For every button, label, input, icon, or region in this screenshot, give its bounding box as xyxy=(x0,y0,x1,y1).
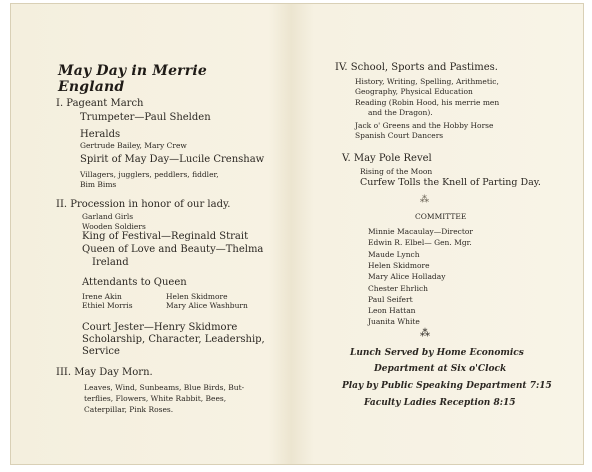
queen-line-2: Ireland xyxy=(92,257,129,268)
service-line: Service xyxy=(82,346,120,357)
section-2-heading: II. Procession in honor of our lady. xyxy=(56,199,231,210)
section-5-heading: V. May Pole Revel xyxy=(342,153,432,164)
section-1-heading: I. Pageant March xyxy=(56,98,144,109)
program-title: May Day in Merrie England xyxy=(58,63,207,95)
committee-member: Minnie Macaulay—Director xyxy=(368,227,473,236)
play-line: Play by Public Speaking Department 7:15 xyxy=(342,381,552,391)
attendant-2a: Ethiel Morris xyxy=(82,301,133,310)
heralds-names: Gertrude Bailey, Mary Crew xyxy=(80,141,187,150)
soldiers-line: Wooden Soldiers xyxy=(82,222,146,231)
villagers-line-1: Villagers, jugglers, peddlers, fiddler, xyxy=(80,170,219,179)
lunch-line-2: Department at Six o'Clock xyxy=(374,364,507,374)
right-page xyxy=(310,3,584,465)
spirit-line: Spirit of May Day—Lucile Crenshaw xyxy=(80,154,265,165)
s4-line-1: History, Writing, Spelling, Arithmetic, xyxy=(355,77,499,86)
committee-member: Edwin R. Elbel— Gen. Mgr. xyxy=(368,238,472,247)
attendant-1a: Irene Akin xyxy=(82,292,122,301)
heralds-line: Heralds xyxy=(80,129,121,140)
king-line: King of Festival—Reginald Strait xyxy=(82,231,249,242)
committee-heading: COMMITTEE xyxy=(415,212,467,221)
attendant-1b: Helen Skidmore xyxy=(166,292,228,301)
committee-member: Leon Hattan xyxy=(368,306,416,315)
committee-member: Paul Seifert xyxy=(368,295,413,304)
s4-line-3: Reading (Robin Hood, his merrie men xyxy=(355,98,500,107)
morn-line-3: Caterpillar, Pink Roses. xyxy=(84,405,174,414)
section-4-heading: IV. School, Sports and Pastimes. xyxy=(335,62,498,73)
scholarship-line: Scholarship, Character, Leadership, xyxy=(82,334,265,345)
s4-line-2: Geography, Physical Education xyxy=(355,87,473,96)
ornament-2: ⁂ xyxy=(420,328,430,339)
s4-line-4: and the Dragon). xyxy=(368,108,433,117)
s4-line-6: Spanish Court Dancers xyxy=(355,131,444,140)
lunch-line-1: Lunch Served by Home Economics xyxy=(350,348,524,358)
attendants-heading: Attendants to Queen xyxy=(82,277,187,288)
faculty-line: Faculty Ladies Reception 8:15 xyxy=(364,398,516,408)
villagers-line-2: Bim Bims xyxy=(80,180,117,189)
committee-member: Mary Alice Holladay xyxy=(368,272,446,281)
queen-line-1: Queen of Love and Beauty—Thelma xyxy=(82,244,264,255)
committee-member: Juanita White xyxy=(368,317,420,326)
section-3-heading: III. May Day Morn. xyxy=(56,367,153,378)
ornament-1: ⁂ xyxy=(420,195,429,205)
s5-line-2: Curfew Tolls the Knell of Parting Day. xyxy=(360,177,541,188)
s5-line-1: Rising of the Moon xyxy=(360,167,433,176)
morn-line-1: Leaves, Wind, Sunbeams, Blue Birds, But- xyxy=(84,383,245,392)
jester-line: Court Jester—Henry Skidmore xyxy=(82,322,238,333)
s4-line-5: Jack o' Greens and the Hobby Horse xyxy=(355,121,494,130)
morn-line-2: terflies, Flowers, White Rabbit, Bees, xyxy=(84,394,227,403)
program-sheet xyxy=(10,3,584,465)
trumpeter-line: Trumpeter—Paul Shelden xyxy=(80,112,211,123)
committee-member: Helen Skidmore xyxy=(368,261,430,270)
left-page xyxy=(10,3,296,465)
committee-member: Chester Ehrlich xyxy=(368,284,428,293)
garland-line: Garland Girls xyxy=(82,212,134,221)
committee-member: Maude Lynch xyxy=(368,250,420,259)
attendant-2b: Mary Alice Washburn xyxy=(166,301,248,310)
